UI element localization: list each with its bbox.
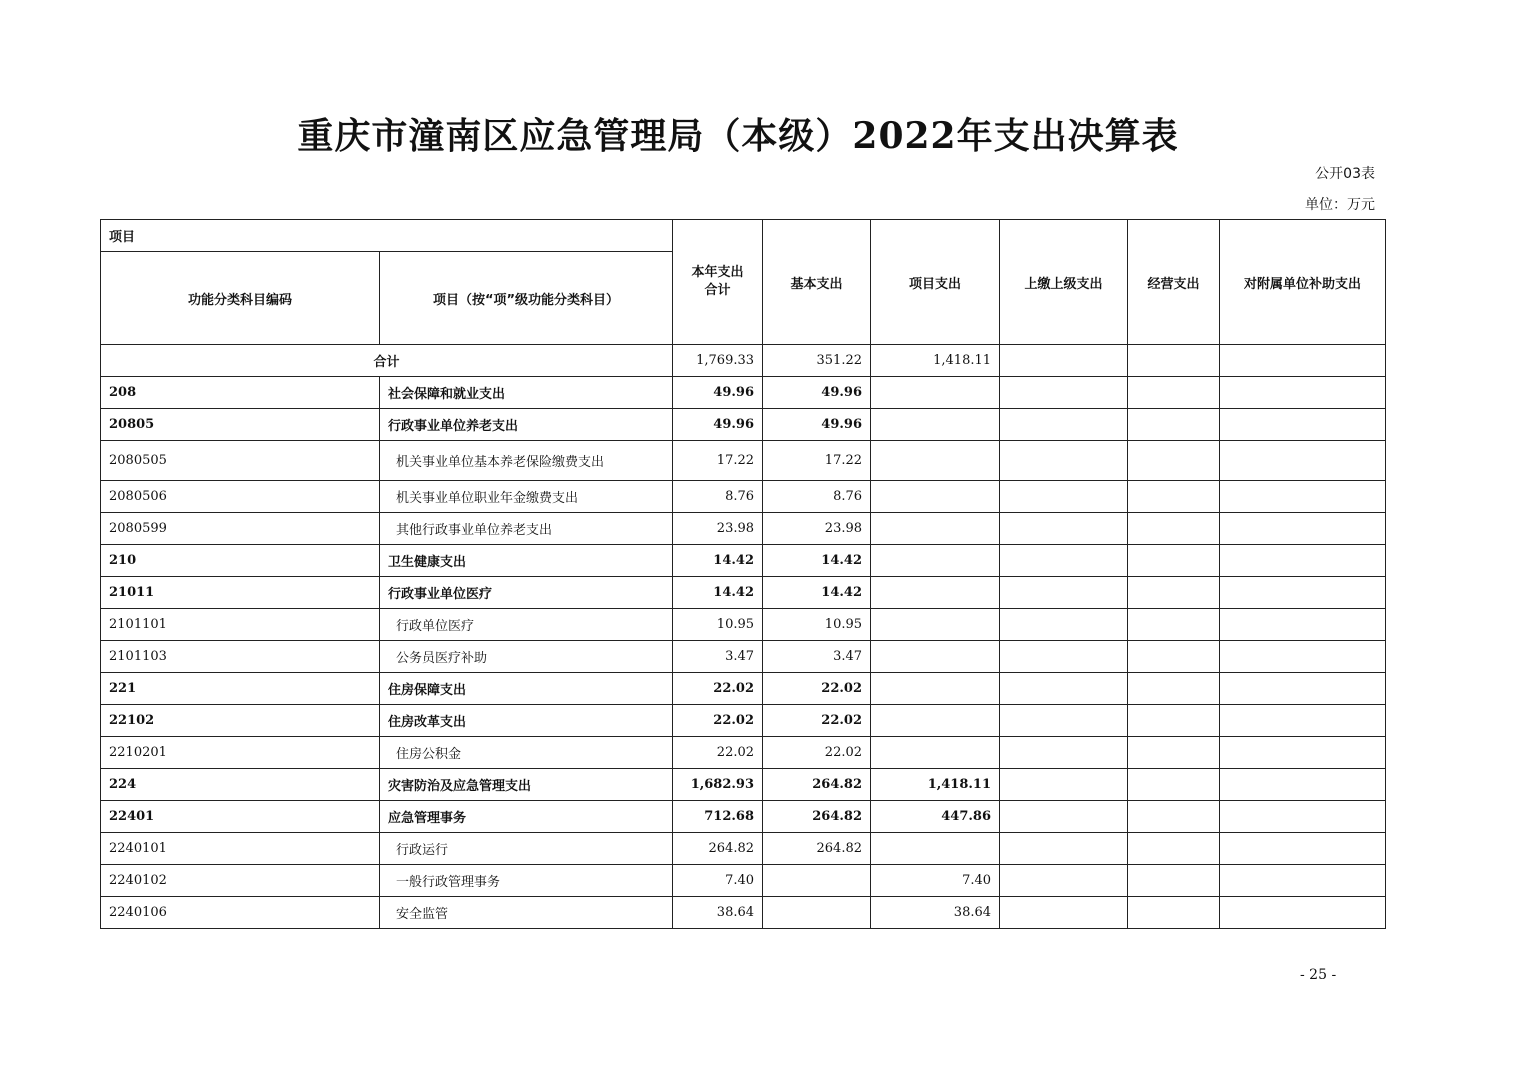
cell-business	[1128, 577, 1220, 609]
cell-basic: 264.82	[763, 769, 871, 801]
cell-code: 2101103	[101, 641, 380, 673]
cell-subsidy	[1220, 609, 1386, 641]
cell-basic: 14.42	[763, 545, 871, 577]
cell-subsidy	[1220, 737, 1386, 769]
cell-project-expenditure	[871, 737, 1000, 769]
cell-subsidy	[1220, 377, 1386, 409]
total-basic: 351.22	[763, 345, 871, 377]
total-upper-payment	[1000, 345, 1128, 377]
cell-business	[1128, 673, 1220, 705]
cell-basic: 22.02	[763, 705, 871, 737]
cell-upper-payment	[1000, 769, 1128, 801]
cell-upper-payment	[1000, 897, 1128, 929]
cell-code: 2240106	[101, 897, 380, 929]
cell-basic: 8.76	[763, 481, 871, 513]
cell-basic: 17.22	[763, 441, 871, 481]
total-business	[1128, 345, 1220, 377]
cell-project-expenditure	[871, 377, 1000, 409]
cell-code: 22401	[101, 801, 380, 833]
cell-project-expenditure	[871, 441, 1000, 481]
table-row	[101, 897, 1386, 929]
cell-code: 224	[101, 769, 380, 801]
cell-upper-payment	[1000, 577, 1128, 609]
header-upper-payment: 上缴上级支出	[1000, 220, 1128, 345]
header-total: 本年支出合计	[673, 220, 763, 345]
table-row	[101, 641, 1386, 673]
cell-name: 机关事业单位基本养老保险缴费支出	[380, 441, 673, 481]
cell-name: 行政运行	[380, 833, 673, 865]
cell-project-expenditure: 7.40	[871, 865, 1000, 897]
table-row	[101, 441, 1386, 481]
cell-code: 210	[101, 545, 380, 577]
cell-name: 公务员医疗补助	[380, 641, 673, 673]
table-row	[101, 705, 1386, 737]
cell-name: 机关事业单位职业年金缴费支出	[380, 481, 673, 513]
cell-total: 23.98	[673, 513, 763, 545]
cell-business	[1128, 545, 1220, 577]
cell-upper-payment	[1000, 441, 1128, 481]
cell-basic: 264.82	[763, 833, 871, 865]
cell-project-expenditure	[871, 577, 1000, 609]
cell-project-expenditure	[871, 673, 1000, 705]
cell-project-expenditure	[871, 545, 1000, 577]
cell-code: 2080599	[101, 513, 380, 545]
cell-business	[1128, 865, 1220, 897]
cell-total: 7.40	[673, 865, 763, 897]
cell-business	[1128, 609, 1220, 641]
total-project-expenditure: 1,418.11	[871, 345, 1000, 377]
cell-total: 17.22	[673, 441, 763, 481]
cell-upper-payment	[1000, 705, 1128, 737]
cell-upper-payment	[1000, 377, 1128, 409]
table-row	[101, 609, 1386, 641]
cell-business	[1128, 513, 1220, 545]
cell-basic: 3.47	[763, 641, 871, 673]
cell-business	[1128, 737, 1220, 769]
cell-total: 22.02	[673, 673, 763, 705]
table-row	[101, 673, 1386, 705]
cell-business	[1128, 705, 1220, 737]
cell-code: 2101101	[101, 609, 380, 641]
cell-business	[1128, 769, 1220, 801]
page-number: - 25 -	[1300, 967, 1337, 983]
cell-basic: 14.42	[763, 577, 871, 609]
cell-subsidy	[1220, 801, 1386, 833]
header-subsidy: 对附属单位补助支出	[1220, 220, 1386, 345]
cell-upper-payment	[1000, 801, 1128, 833]
cell-total: 38.64	[673, 897, 763, 929]
table-row	[101, 545, 1386, 577]
cell-subsidy	[1220, 577, 1386, 609]
expenditure-table	[100, 219, 1386, 929]
cell-business	[1128, 377, 1220, 409]
cell-total: 264.82	[673, 833, 763, 865]
cell-basic: 22.02	[763, 673, 871, 705]
cell-basic: 10.95	[763, 609, 871, 641]
table-row	[101, 801, 1386, 833]
unit-label: 单位：万元	[1305, 197, 1375, 213]
cell-name: 卫生健康支出	[380, 545, 673, 577]
cell-basic: 264.82	[763, 801, 871, 833]
cell-code: 2240101	[101, 833, 380, 865]
cell-upper-payment	[1000, 481, 1128, 513]
cell-project-expenditure	[871, 833, 1000, 865]
cell-total: 49.96	[673, 377, 763, 409]
cell-code: 22102	[101, 705, 380, 737]
cell-business	[1128, 481, 1220, 513]
cell-name: 一般行政管理事务	[380, 865, 673, 897]
cell-project-expenditure: 38.64	[871, 897, 1000, 929]
table-row	[101, 769, 1386, 801]
cell-subsidy	[1220, 673, 1386, 705]
cell-total: 14.42	[673, 545, 763, 577]
cell-project-expenditure: 447.86	[871, 801, 1000, 833]
cell-name: 行政单位医疗	[380, 609, 673, 641]
cell-project-expenditure	[871, 481, 1000, 513]
cell-basic	[763, 897, 871, 929]
cell-total: 14.42	[673, 577, 763, 609]
cell-business	[1128, 801, 1220, 833]
cell-subsidy	[1220, 513, 1386, 545]
cell-code: 2080505	[101, 441, 380, 481]
total-label: 合计	[101, 345, 673, 377]
cell-name: 住房公积金	[380, 737, 673, 769]
cell-code: 221	[101, 673, 380, 705]
cell-total: 1,682.93	[673, 769, 763, 801]
cell-name: 其他行政事业单位养老支出	[380, 513, 673, 545]
cell-total: 10.95	[673, 609, 763, 641]
cell-project-expenditure	[871, 513, 1000, 545]
form-number: 公开03表	[1315, 166, 1375, 182]
total-subsidy	[1220, 345, 1386, 377]
cell-project-expenditure	[871, 641, 1000, 673]
cell-project-expenditure	[871, 609, 1000, 641]
header-project-expenditure: 项目支出	[871, 220, 1000, 345]
cell-project-expenditure	[871, 705, 1000, 737]
cell-name: 应急管理事务	[380, 801, 673, 833]
cell-name: 住房保障支出	[380, 673, 673, 705]
cell-upper-payment	[1000, 609, 1128, 641]
table-row	[101, 577, 1386, 609]
header-business: 经营支出	[1128, 220, 1220, 345]
cell-upper-payment	[1000, 641, 1128, 673]
cell-name: 安全监管	[380, 897, 673, 929]
cell-subsidy	[1220, 833, 1386, 865]
cell-subsidy	[1220, 641, 1386, 673]
cell-project-expenditure	[871, 409, 1000, 441]
cell-subsidy	[1220, 409, 1386, 441]
cell-code: 208	[101, 377, 380, 409]
cell-name: 灾害防治及应急管理支出	[380, 769, 673, 801]
table-row	[101, 737, 1386, 769]
cell-upper-payment	[1000, 737, 1128, 769]
cell-subsidy	[1220, 769, 1386, 801]
cell-code: 21011	[101, 577, 380, 609]
cell-upper-payment	[1000, 513, 1128, 545]
cell-business	[1128, 833, 1220, 865]
header-row-top	[101, 220, 1386, 252]
cell-subsidy	[1220, 897, 1386, 929]
cell-code: 2240102	[101, 865, 380, 897]
cell-upper-payment	[1000, 865, 1128, 897]
cell-project-expenditure: 1,418.11	[871, 769, 1000, 801]
table-row	[101, 481, 1386, 513]
cell-total: 22.02	[673, 737, 763, 769]
cell-total: 8.76	[673, 481, 763, 513]
cell-total: 712.68	[673, 801, 763, 833]
table-row	[101, 833, 1386, 865]
cell-total: 3.47	[673, 641, 763, 673]
table-row	[101, 865, 1386, 897]
header-project: 项目	[101, 220, 673, 252]
table-row	[101, 409, 1386, 441]
header-name: 项目（按“项”级功能分类科目）	[380, 252, 673, 345]
document-title: 重庆市潼南区应急管理局（本级）2022年支出决算表	[297, 115, 1179, 157]
cell-basic: 23.98	[763, 513, 871, 545]
cell-business	[1128, 897, 1220, 929]
cell-code: 2080506	[101, 481, 380, 513]
cell-basic: 22.02	[763, 737, 871, 769]
cell-upper-payment	[1000, 545, 1128, 577]
cell-subsidy	[1220, 481, 1386, 513]
table-row	[101, 377, 1386, 409]
header-basic: 基本支出	[763, 220, 871, 345]
cell-name: 社会保障和就业支出	[380, 377, 673, 409]
cell-total: 22.02	[673, 705, 763, 737]
cell-name: 行政事业单位医疗	[380, 577, 673, 609]
header-code: 功能分类科目编码	[101, 252, 380, 345]
cell-name: 住房改革支出	[380, 705, 673, 737]
cell-business	[1128, 641, 1220, 673]
total-row	[101, 345, 1386, 377]
cell-upper-payment	[1000, 673, 1128, 705]
cell-subsidy	[1220, 545, 1386, 577]
cell-upper-payment	[1000, 409, 1128, 441]
cell-subsidy	[1220, 865, 1386, 897]
cell-upper-payment	[1000, 833, 1128, 865]
table-row	[101, 513, 1386, 545]
cell-basic: 49.96	[763, 377, 871, 409]
cell-name: 行政事业单位养老支出	[380, 409, 673, 441]
cell-total: 49.96	[673, 409, 763, 441]
cell-business	[1128, 409, 1220, 441]
total-cell: 1,769.33	[673, 345, 763, 377]
cell-code: 2210201	[101, 737, 380, 769]
cell-basic: 49.96	[763, 409, 871, 441]
cell-subsidy	[1220, 705, 1386, 737]
cell-subsidy	[1220, 441, 1386, 481]
cell-basic	[763, 865, 871, 897]
cell-code: 20805	[101, 409, 380, 441]
cell-business	[1128, 441, 1220, 481]
